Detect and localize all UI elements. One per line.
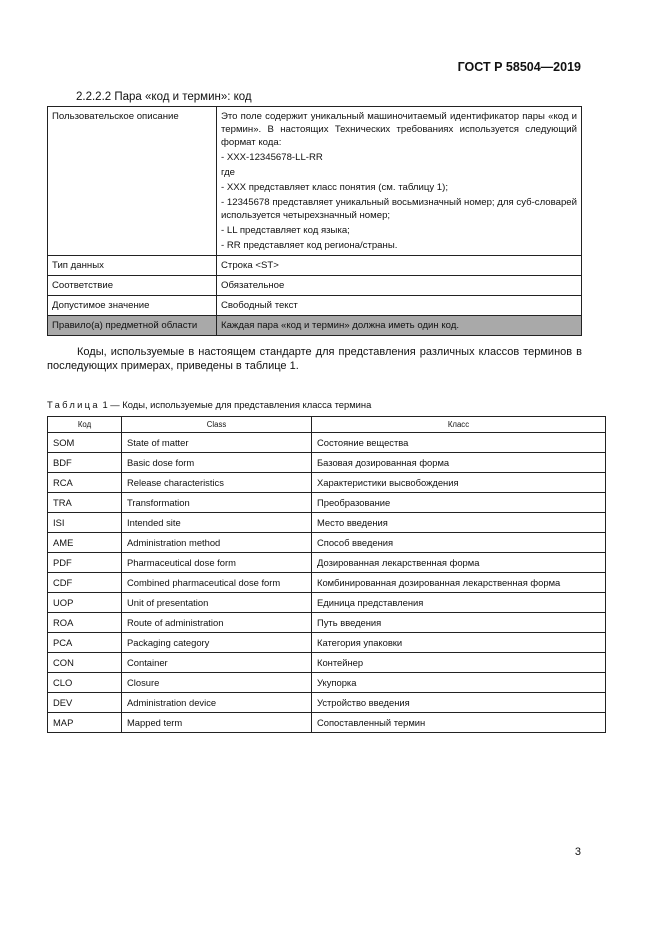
class-ru-cell: Единица представления bbox=[312, 593, 606, 613]
table-row bbox=[48, 713, 606, 733]
body-paragraph: Коды, используемые в настоящем стандарте для представления различных классов терминов в последующих примерах, приведены в таблице 1. bbox=[47, 346, 582, 372]
section-heading: 2.2.2.2 Пара «код и термин»: код bbox=[76, 91, 252, 103]
table-row bbox=[48, 453, 606, 473]
table-row bbox=[48, 473, 606, 493]
table-caption bbox=[47, 399, 371, 410]
class-en-cell: Mapped term bbox=[122, 713, 312, 733]
class-en-cell: Release characteristics bbox=[122, 473, 312, 493]
table-row bbox=[48, 493, 606, 513]
property-value: Свободный текст bbox=[217, 296, 582, 316]
property-row-description bbox=[48, 107, 582, 256]
class-en-cell: Combined pharmaceutical dose form bbox=[122, 573, 312, 593]
description-line: где bbox=[221, 167, 236, 178]
class-ru-cell: Путь введения bbox=[312, 613, 606, 633]
class-en-cell: Container bbox=[122, 653, 312, 673]
table-row bbox=[48, 533, 606, 553]
property-label: Правило(а) предметной области bbox=[48, 316, 217, 336]
standard-id: ГОСТ Р 58504—2019 bbox=[457, 60, 581, 74]
class-ru-cell: Устройство введения bbox=[312, 693, 606, 713]
column-header-class-en: Class bbox=[122, 417, 312, 433]
table-caption-prefix: Таблица bbox=[47, 399, 100, 410]
class-en-cell: Packaging category bbox=[122, 633, 312, 653]
description-line: - XXX представляет класс понятия (см. таблицу 1); bbox=[221, 182, 448, 193]
description-line: - XXX-12345678-LL-RR bbox=[221, 152, 323, 163]
code-cell: TRA bbox=[48, 493, 122, 513]
property-value-description bbox=[217, 107, 582, 256]
property-value: Каждая пара «код и термин» должна иметь один код. bbox=[217, 316, 582, 336]
class-ru-cell: Состояние вещества bbox=[312, 433, 606, 453]
class-ru-cell: Способ введения bbox=[312, 533, 606, 553]
class-ru-cell: Место введения bbox=[312, 513, 606, 533]
code-cell: SOM bbox=[48, 433, 122, 453]
code-cell: CON bbox=[48, 653, 122, 673]
class-ru-cell: Преобразование bbox=[312, 493, 606, 513]
table-caption-text: 1 — Коды, используемые для представления класса термина bbox=[99, 399, 372, 410]
property-label: Соответствие bbox=[48, 276, 217, 296]
column-header-class-ru: Класс bbox=[312, 417, 606, 433]
description-line: - RR представляет код региона/страны. bbox=[221, 240, 398, 251]
property-table bbox=[47, 106, 582, 336]
class-ru-cell: Укупорка bbox=[312, 673, 606, 693]
property-row-domain-rules bbox=[48, 316, 582, 336]
code-cell: BDF bbox=[48, 453, 122, 473]
table-row bbox=[48, 573, 606, 593]
property-value: Строка <ST> bbox=[217, 256, 582, 276]
property-label: Тип данных bbox=[48, 256, 217, 276]
code-cell: UOP bbox=[48, 593, 122, 613]
table-row bbox=[48, 513, 606, 533]
codes-table bbox=[47, 416, 606, 733]
property-label: Пользовательское описание bbox=[48, 107, 217, 256]
code-cell: PCA bbox=[48, 633, 122, 653]
property-label: Допустимое значение bbox=[48, 296, 217, 316]
code-cell: ROA bbox=[48, 613, 122, 633]
property-value: Обязательное bbox=[217, 276, 582, 296]
class-ru-cell: Дозированная лекарственная форма bbox=[312, 553, 606, 573]
class-en-cell: Route of administration bbox=[122, 613, 312, 633]
class-en-cell: State of matter bbox=[122, 433, 312, 453]
class-ru-cell: Комбинированная дозированная лекарственная форма bbox=[312, 573, 606, 593]
class-en-cell: Closure bbox=[122, 673, 312, 693]
class-ru-cell: Характеристики высвобождения bbox=[312, 473, 606, 493]
description-line: - LL представляет код языка; bbox=[221, 225, 350, 236]
column-header-code: Код bbox=[48, 417, 122, 433]
description-line: Это поле содержит уникальный машиночитаемый идентификатор пары «код и термин». В настоящих Технических требованиях используется следующий формат кода: bbox=[221, 111, 577, 148]
class-en-cell: Transformation bbox=[122, 493, 312, 513]
class-en-cell: Intended site bbox=[122, 513, 312, 533]
code-cell: AME bbox=[48, 533, 122, 553]
class-en-cell: Pharmaceutical dose form bbox=[122, 553, 312, 573]
code-cell: MAP bbox=[48, 713, 122, 733]
table-row bbox=[48, 553, 606, 573]
page-number: 3 bbox=[574, 846, 581, 858]
class-ru-cell: Сопоставленный термин bbox=[312, 713, 606, 733]
table-row bbox=[48, 653, 606, 673]
table-row bbox=[48, 633, 606, 653]
class-en-cell: Basic dose form bbox=[122, 453, 312, 473]
table-row bbox=[48, 693, 606, 713]
class-en-cell: Administration device bbox=[122, 693, 312, 713]
table-row bbox=[48, 673, 606, 693]
codes-table-body bbox=[48, 433, 606, 733]
class-ru-cell: Контейнер bbox=[312, 653, 606, 673]
code-cell: RCA bbox=[48, 473, 122, 493]
code-cell: ISI bbox=[48, 513, 122, 533]
property-row-datatype bbox=[48, 256, 582, 276]
codes-table-header bbox=[48, 417, 606, 433]
table-row bbox=[48, 613, 606, 633]
property-row-conformance bbox=[48, 276, 582, 296]
description-line: - 12345678 представляет уникальный восьмизначный номер; для суб-словарей используется четырехзначный номер; bbox=[221, 197, 577, 221]
property-row-allowed-value bbox=[48, 296, 582, 316]
class-en-cell: Unit of presentation bbox=[122, 593, 312, 613]
class-en-cell: Administration method bbox=[122, 533, 312, 553]
table-row bbox=[48, 433, 606, 453]
code-cell: CLO bbox=[48, 673, 122, 693]
code-cell: CDF bbox=[48, 573, 122, 593]
code-cell: PDF bbox=[48, 553, 122, 573]
class-ru-cell: Базовая дозированная форма bbox=[312, 453, 606, 473]
class-ru-cell: Категория упаковки bbox=[312, 633, 606, 653]
code-cell: DEV bbox=[48, 693, 122, 713]
table-row bbox=[48, 593, 606, 613]
